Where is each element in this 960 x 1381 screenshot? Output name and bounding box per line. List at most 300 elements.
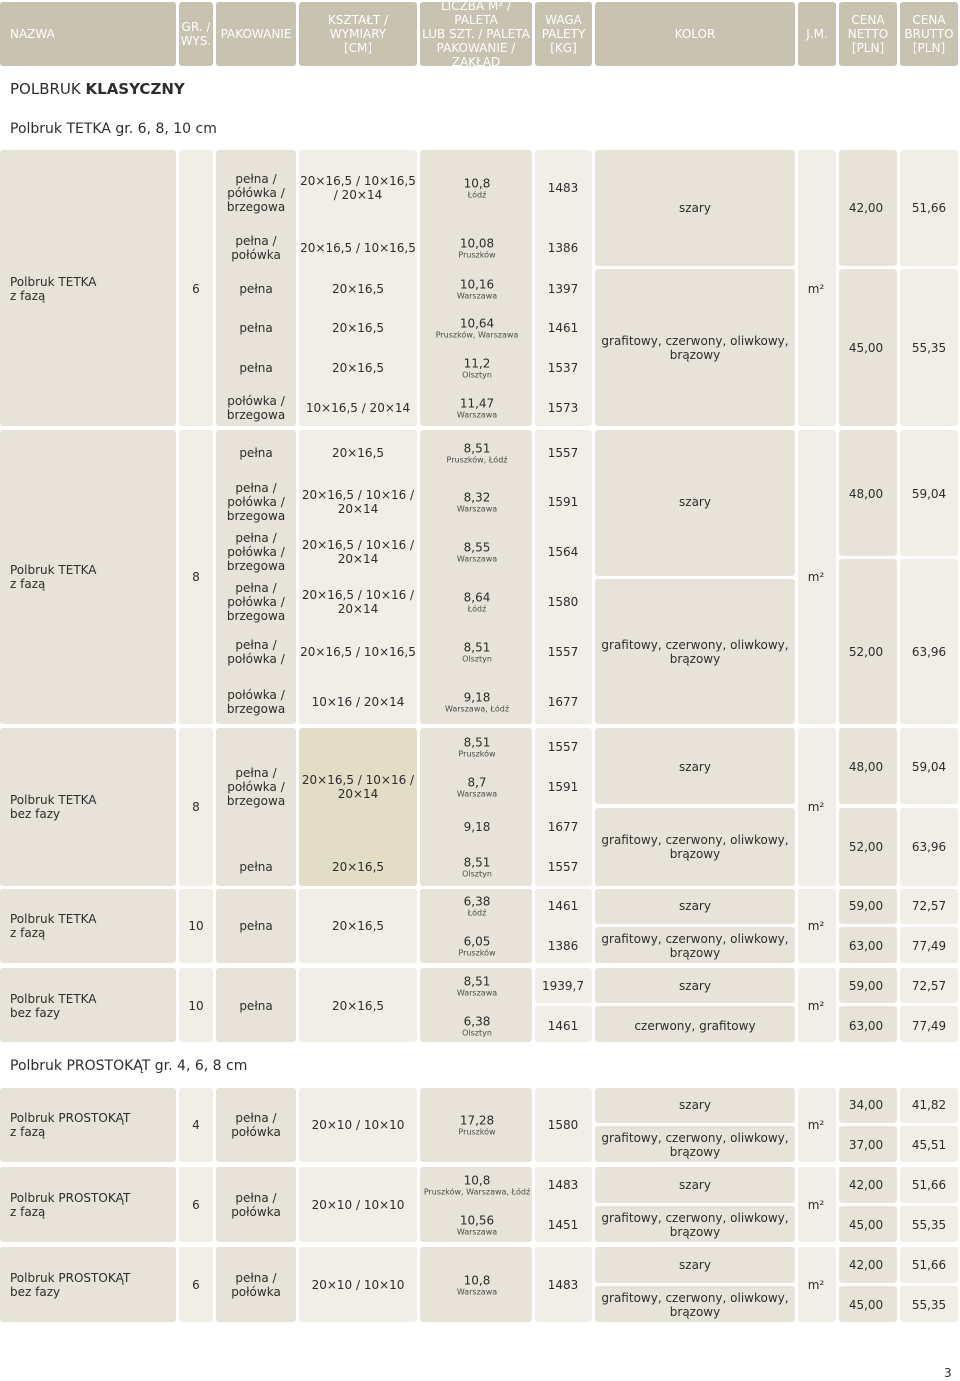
page-number: 3: [944, 1366, 952, 1380]
cell-line: 11,2: [463, 356, 491, 371]
cell-line: Polbruk PROSTOKĄT: [10, 1191, 131, 1205]
table-cell: [548, 695, 579, 709]
cell-line: m²: [807, 1118, 825, 1132]
header-waga: WAGA PALETY [KG]: [535, 2, 592, 66]
cell-line: z fazą: [10, 1125, 46, 1139]
cell-line: 59,04: [911, 487, 947, 501]
cell-line: 1483: [547, 1278, 579, 1292]
cell-line: 42,00: [848, 1178, 884, 1192]
table-cell: [312, 695, 405, 709]
section-title: POLBRUK KLASYCZNY: [10, 80, 185, 98]
table-cell: [312, 1198, 405, 1212]
cell-line: z fazą: [10, 926, 46, 940]
cell-line: 6: [192, 1198, 200, 1212]
cell-line: 72,57: [911, 979, 947, 993]
table-cell: [912, 1258, 946, 1272]
cell-line: szary: [679, 495, 711, 509]
cell-line: 55,35: [911, 1298, 947, 1312]
cell-line: 1386: [547, 241, 579, 255]
cell-line: grafitowy, czerwony, oliwkowy,: [601, 1291, 789, 1305]
table-cell: [601, 1131, 788, 1159]
table-cell: [912, 1019, 946, 1033]
cell-line: 8,51: [463, 974, 491, 989]
cell-line: pełna: [239, 919, 273, 933]
table-cell: [462, 856, 492, 879]
table-cell: [464, 895, 491, 918]
table-cell: [332, 282, 384, 296]
table-cell: [457, 975, 497, 998]
table-cell: [464, 591, 491, 614]
bg-pak: [216, 430, 296, 724]
table-cell: [239, 321, 272, 335]
bg-ksz: [299, 430, 417, 724]
cell-line: szary: [679, 760, 711, 774]
cell-line: 45,51: [911, 1138, 947, 1152]
table-cell: [300, 241, 416, 255]
cell-line: 6,05: [463, 934, 491, 949]
table-cell: [548, 545, 579, 559]
table-cell: [849, 645, 883, 659]
table-cell: [849, 1298, 883, 1312]
cell-line: brązowy: [669, 1145, 721, 1159]
cell-line: połówka: [231, 1285, 281, 1299]
table-cell: [548, 820, 579, 834]
cell-line: m²: [807, 800, 825, 814]
table-cell: [457, 1214, 497, 1237]
cell-line: 52,00: [848, 645, 884, 659]
cell-line: 6,38: [463, 894, 491, 909]
table-cell: [679, 201, 711, 215]
table-cell: [192, 1198, 200, 1212]
cell-line: 20×16,5 / 10×16,5: [300, 174, 416, 188]
cell-line: 1573: [547, 401, 579, 415]
table-cell: [548, 282, 579, 296]
plant-location: Łódź: [467, 190, 487, 200]
table-cell: [849, 760, 883, 774]
table-cell: [457, 541, 497, 564]
product-name-cell: [10, 1271, 130, 1299]
header-grubosc: GR. / WYS.: [179, 2, 213, 66]
cell-line: 11,47: [459, 396, 495, 411]
table-cell: [302, 488, 414, 516]
table-cell: [542, 979, 584, 993]
cell-line: 8,7: [467, 775, 487, 790]
bg-netto: [839, 559, 897, 724]
table-cell: [332, 919, 384, 933]
cell-line: 8: [192, 800, 200, 814]
cell-line: brzegowa: [226, 509, 286, 523]
table-cell: [849, 1098, 883, 1112]
table-cell: [227, 581, 285, 623]
cell-line: 1483: [547, 181, 579, 195]
cell-line: 20×16,5: [331, 999, 385, 1013]
cell-line: pełna: [239, 860, 273, 874]
table-cell: [912, 979, 946, 993]
table-cell: [912, 1178, 946, 1192]
table-cell: [462, 1015, 492, 1038]
plant-location: Warszawa: [456, 988, 498, 998]
cell-line: pełna /: [235, 581, 277, 595]
cell-line: brzegowa: [226, 408, 286, 422]
table-cell: [227, 766, 285, 808]
cell-line: brązowy: [669, 847, 721, 861]
table-cell: [849, 979, 883, 993]
table-cell: [548, 1218, 579, 1232]
cell-line: pełna: [239, 282, 273, 296]
cell-line: brzegowa: [226, 794, 286, 808]
table-cell: [462, 357, 492, 380]
table-cell: [912, 645, 946, 659]
cell-line: półówka /: [227, 186, 285, 200]
product-name-cell: [10, 1111, 130, 1139]
table-cell: [227, 531, 285, 573]
cell-line: brązowy: [669, 348, 721, 362]
table-cell: [601, 1291, 788, 1319]
table-cell: [912, 341, 946, 355]
product-name-cell: [10, 1191, 130, 1219]
table-cell: [849, 1218, 883, 1232]
product-name-cell: [10, 912, 97, 940]
cell-line: 1591: [547, 780, 579, 794]
table-cell: [548, 181, 579, 195]
cell-line: 10×16 / 20×14: [311, 695, 405, 709]
cell-line: połówka /: [227, 545, 285, 559]
table-cell: [462, 641, 492, 664]
cell-line: 6: [192, 282, 200, 296]
plant-location: Olsztyn: [462, 654, 492, 664]
cell-line: 1461: [547, 321, 579, 335]
cell-line: połówka /: [227, 780, 285, 794]
table-cell: [192, 282, 200, 296]
tetka-heading: Polbruk TETKA gr. 6, 8, 10 cm: [10, 121, 217, 137]
table-cell: [808, 800, 825, 814]
cell-line: 10,56: [459, 1213, 495, 1228]
table-cell: [601, 334, 788, 362]
bg-liczba: [420, 430, 532, 724]
table-cell: [548, 780, 579, 794]
cell-line: 8,51: [463, 735, 491, 750]
plant-location: Warszawa, Łódź: [444, 704, 510, 714]
table-cell: [679, 495, 711, 509]
cell-line: 20×10 / 10×10: [311, 1118, 405, 1132]
cell-line: 59,00: [848, 899, 884, 913]
table-cell: [601, 1211, 788, 1239]
product-name-cell: [10, 563, 97, 591]
table-cell: [679, 1258, 711, 1272]
table-cell: [464, 820, 491, 834]
product-name-cell: [10, 275, 97, 303]
cell-line: 63,96: [911, 645, 947, 659]
cell-line: 1580: [547, 1118, 579, 1132]
cell-line: 72,57: [911, 899, 947, 913]
cell-line: połówka /: [227, 652, 285, 666]
cell-line: 51,66: [911, 1178, 947, 1192]
table-cell: [548, 446, 579, 460]
table-cell: [457, 397, 497, 420]
cell-line: 20×14: [337, 502, 379, 516]
header-cena-brutto: CENA BRUTTO [PLN]: [900, 2, 958, 66]
plant-location: Olsztyn: [462, 1028, 492, 1038]
cell-line: brzegowa: [226, 702, 286, 716]
cell-line: Polbruk PROSTOKĄT: [10, 1271, 131, 1285]
table-cell: [332, 361, 384, 375]
table-cell: [457, 1274, 497, 1297]
table-cell: [231, 234, 281, 262]
table-cell: [458, 935, 495, 958]
cell-line: brązowy: [669, 1305, 721, 1319]
table-cell: [464, 177, 491, 200]
cell-line: 8,64: [463, 590, 491, 605]
table-cell: [601, 932, 788, 960]
cell-line: 17,28: [459, 1113, 495, 1128]
cell-line: 1461: [547, 1019, 579, 1033]
table-cell: [808, 1118, 825, 1132]
table-cell: [548, 939, 579, 953]
table-cell: [188, 999, 203, 1013]
cell-line: pełna: [239, 999, 273, 1013]
cell-line: 1483: [547, 1178, 579, 1192]
table-cell: [548, 1278, 579, 1292]
table-cell: [634, 1019, 755, 1033]
cell-line: 63,00: [848, 1019, 884, 1033]
table-cell: [912, 1098, 946, 1112]
cell-line: 20×16,5: [331, 361, 385, 375]
table-cell: [332, 446, 384, 460]
cell-line: brzegowa: [226, 559, 286, 573]
cell-line: 8,32: [463, 490, 491, 505]
cell-line: 1677: [547, 695, 579, 709]
table-cell: [849, 1019, 883, 1033]
table-cell: [912, 201, 946, 215]
plant-location: Pruszków: [458, 749, 496, 759]
table-cell: [548, 495, 579, 509]
prostokat-heading: Polbruk PROSTOKĄT gr. 4, 6, 8 cm: [10, 1058, 248, 1074]
cell-line: 10: [188, 919, 204, 933]
cell-line: 20×16,5: [331, 446, 385, 460]
cell-line: 1451: [547, 1218, 579, 1232]
table-cell: [808, 999, 825, 1013]
cell-line: Polbruk TETKA: [10, 912, 97, 926]
cell-line: 1591: [547, 495, 579, 509]
cell-line: 4: [192, 1118, 200, 1132]
cell-line: 51,66: [911, 201, 947, 215]
table-cell: [457, 278, 497, 301]
table-cell: [808, 570, 825, 584]
table-cell: [849, 201, 883, 215]
cell-line: 6,38: [463, 1014, 491, 1029]
cell-line: 1939,7: [542, 979, 584, 993]
table-cell: [227, 638, 284, 666]
table-cell: [192, 800, 200, 814]
table-cell: [548, 740, 579, 754]
plant-location: Warszawa: [456, 291, 498, 301]
cell-line: połówka /: [227, 495, 285, 509]
cell-line: szary: [679, 1178, 711, 1192]
cell-line: 10×16,5 / 20×14: [305, 401, 411, 415]
cell-line: 59,00: [848, 979, 884, 993]
table-cell: [227, 394, 285, 422]
table-cell: [912, 939, 946, 953]
cell-line: pełna /: [235, 638, 277, 652]
cell-line: 6: [192, 1278, 200, 1292]
table-cell: [808, 1198, 825, 1212]
cell-line: 8,51: [463, 855, 491, 870]
table-cell: [548, 1118, 579, 1132]
cell-line: 20×16,5: [331, 282, 385, 296]
table-cell: [548, 899, 579, 913]
plant-location: Łódź: [467, 604, 487, 614]
cell-line: szary: [679, 201, 711, 215]
cell-line: 45,00: [848, 1218, 884, 1232]
table-cell: [912, 1218, 946, 1232]
cell-line: 20×16,5: [331, 860, 385, 874]
table-cell: [458, 237, 495, 260]
cell-line: pełna: [239, 446, 273, 460]
cell-line: 20×16,5 / 10×16,5: [300, 645, 416, 659]
plant-location: Olsztyn: [462, 869, 492, 879]
table-cell: [912, 760, 946, 774]
cell-line: 20×14: [337, 552, 379, 566]
cell-line: 20×16,5 / 10×16 /: [301, 538, 415, 552]
cell-line: 55,35: [911, 1218, 947, 1232]
cell-line: Polbruk TETKA: [10, 992, 97, 1006]
cell-line: 34,00: [848, 1098, 884, 1112]
cell-line: bez fazy: [10, 1285, 61, 1299]
cell-line: 77,49: [911, 939, 947, 953]
cell-line: połówka /: [227, 394, 285, 408]
table-cell: [808, 1278, 825, 1292]
cell-line: 63,00: [848, 939, 884, 953]
table-cell: [312, 1118, 405, 1132]
table-cell: [849, 1178, 883, 1192]
table-cell: [445, 691, 509, 714]
table-cell: [548, 1019, 579, 1033]
cell-line: szary: [679, 979, 711, 993]
table-cell: [912, 840, 946, 854]
cell-line: 8,55: [463, 540, 491, 555]
cell-line: 20×16,5 / 10×16 /: [301, 588, 415, 602]
table-cell: [332, 321, 384, 335]
cell-line: grafitowy, czerwony, oliwkowy,: [601, 638, 789, 652]
plant-location: Pruszków, Łódź: [446, 455, 508, 465]
product-name-cell: [10, 793, 97, 821]
table-cell: [679, 760, 711, 774]
plant-location: Warszawa: [456, 1227, 498, 1237]
cell-line: brzegowa: [226, 200, 286, 214]
cell-line: 20×16,5 / 10×16 /: [301, 488, 415, 502]
cell-line: pełna /: [235, 172, 277, 186]
cell-line: m²: [807, 282, 825, 296]
cell-line: 51,66: [911, 1258, 947, 1272]
table-cell: [548, 401, 579, 415]
cell-line: 10,64: [459, 316, 495, 331]
table-cell: [227, 688, 285, 716]
cell-line: szary: [679, 899, 711, 913]
cell-line: 1461: [547, 899, 579, 913]
cell-line: pełna /: [235, 234, 277, 248]
table-cell: [679, 1178, 711, 1192]
table-cell: [679, 979, 711, 993]
cell-line: m²: [807, 1278, 825, 1292]
plant-location: Warszawa: [456, 1287, 498, 1297]
cell-line: 77,49: [911, 1019, 947, 1033]
cell-line: brzegowa: [226, 609, 286, 623]
cell-line: 59,04: [911, 760, 947, 774]
cell-line: 41,82: [911, 1098, 947, 1112]
cell-line: 1677: [547, 820, 579, 834]
cell-line: 20×16,5 / 10×16 /: [301, 773, 415, 787]
cell-line: Polbruk PROSTOKĄT: [10, 1111, 131, 1125]
cell-line: bez fazy: [10, 1006, 61, 1020]
cell-line: 8,51: [463, 640, 491, 655]
table-cell: [239, 446, 272, 460]
cell-line: m²: [807, 1198, 825, 1212]
table-cell: [849, 341, 883, 355]
cell-line: 1557: [547, 860, 579, 874]
table-cell: [548, 1178, 579, 1192]
table-cell: [192, 1278, 200, 1292]
cell-line: pełna /: [235, 766, 277, 780]
cell-line: pełna /: [235, 1111, 277, 1125]
cell-line: pełna /: [235, 1271, 277, 1285]
cell-line: 1580: [547, 595, 579, 609]
cell-line: 10,08: [459, 236, 495, 251]
cell-line: 10,16: [459, 277, 495, 292]
cell-line: z fazą: [10, 1205, 46, 1219]
table-cell: [436, 317, 519, 340]
cell-line: 1537: [547, 361, 579, 375]
cell-line: 20×10 / 10×10: [311, 1278, 405, 1292]
cell-line: bez fazy: [10, 807, 61, 821]
table-cell: [239, 919, 272, 933]
header-cena-netto: CENA NETTO [PLN]: [839, 2, 897, 66]
plant-location: Pruszków, Warszawa: [435, 330, 519, 340]
table-cell: [227, 172, 285, 214]
bg-waga: [535, 430, 592, 724]
cell-line: grafitowy, czerwony, oliwkowy,: [601, 833, 789, 847]
table-cell: [548, 645, 579, 659]
cell-line: 63,96: [911, 840, 947, 854]
header-jm: J.M.: [798, 2, 836, 66]
table-cell: [239, 860, 272, 874]
cell-line: 1564: [547, 545, 579, 559]
cell-line: 10,8: [463, 176, 491, 191]
table-cell: [849, 1138, 883, 1152]
cell-line: połówka /: [227, 688, 285, 702]
table-cell: [548, 860, 579, 874]
cell-line: Polbruk TETKA: [10, 275, 97, 289]
table-cell: [849, 840, 883, 854]
table-cell: [332, 860, 384, 874]
cell-line: 48,00: [848, 487, 884, 501]
cell-line: szary: [679, 1098, 711, 1112]
plant-location: Pruszków: [458, 1127, 496, 1137]
header-kolor: KOLOR: [595, 2, 795, 66]
cell-line: 8,51: [463, 441, 491, 456]
plant-location: Warszawa: [456, 410, 498, 420]
cell-line: 20×10 / 10×10: [311, 1198, 405, 1212]
table-cell: [548, 361, 579, 375]
plant-location: Warszawa: [456, 789, 498, 799]
table-cell: [679, 899, 711, 913]
cell-line: brązowy: [669, 946, 721, 960]
cell-line: 55,35: [911, 341, 947, 355]
cell-line: grafitowy, czerwony, oliwkowy,: [601, 334, 789, 348]
table-cell: [231, 1271, 281, 1299]
table-cell: [808, 919, 825, 933]
cell-line: 42,00: [848, 201, 884, 215]
cell-line: m²: [807, 999, 825, 1013]
